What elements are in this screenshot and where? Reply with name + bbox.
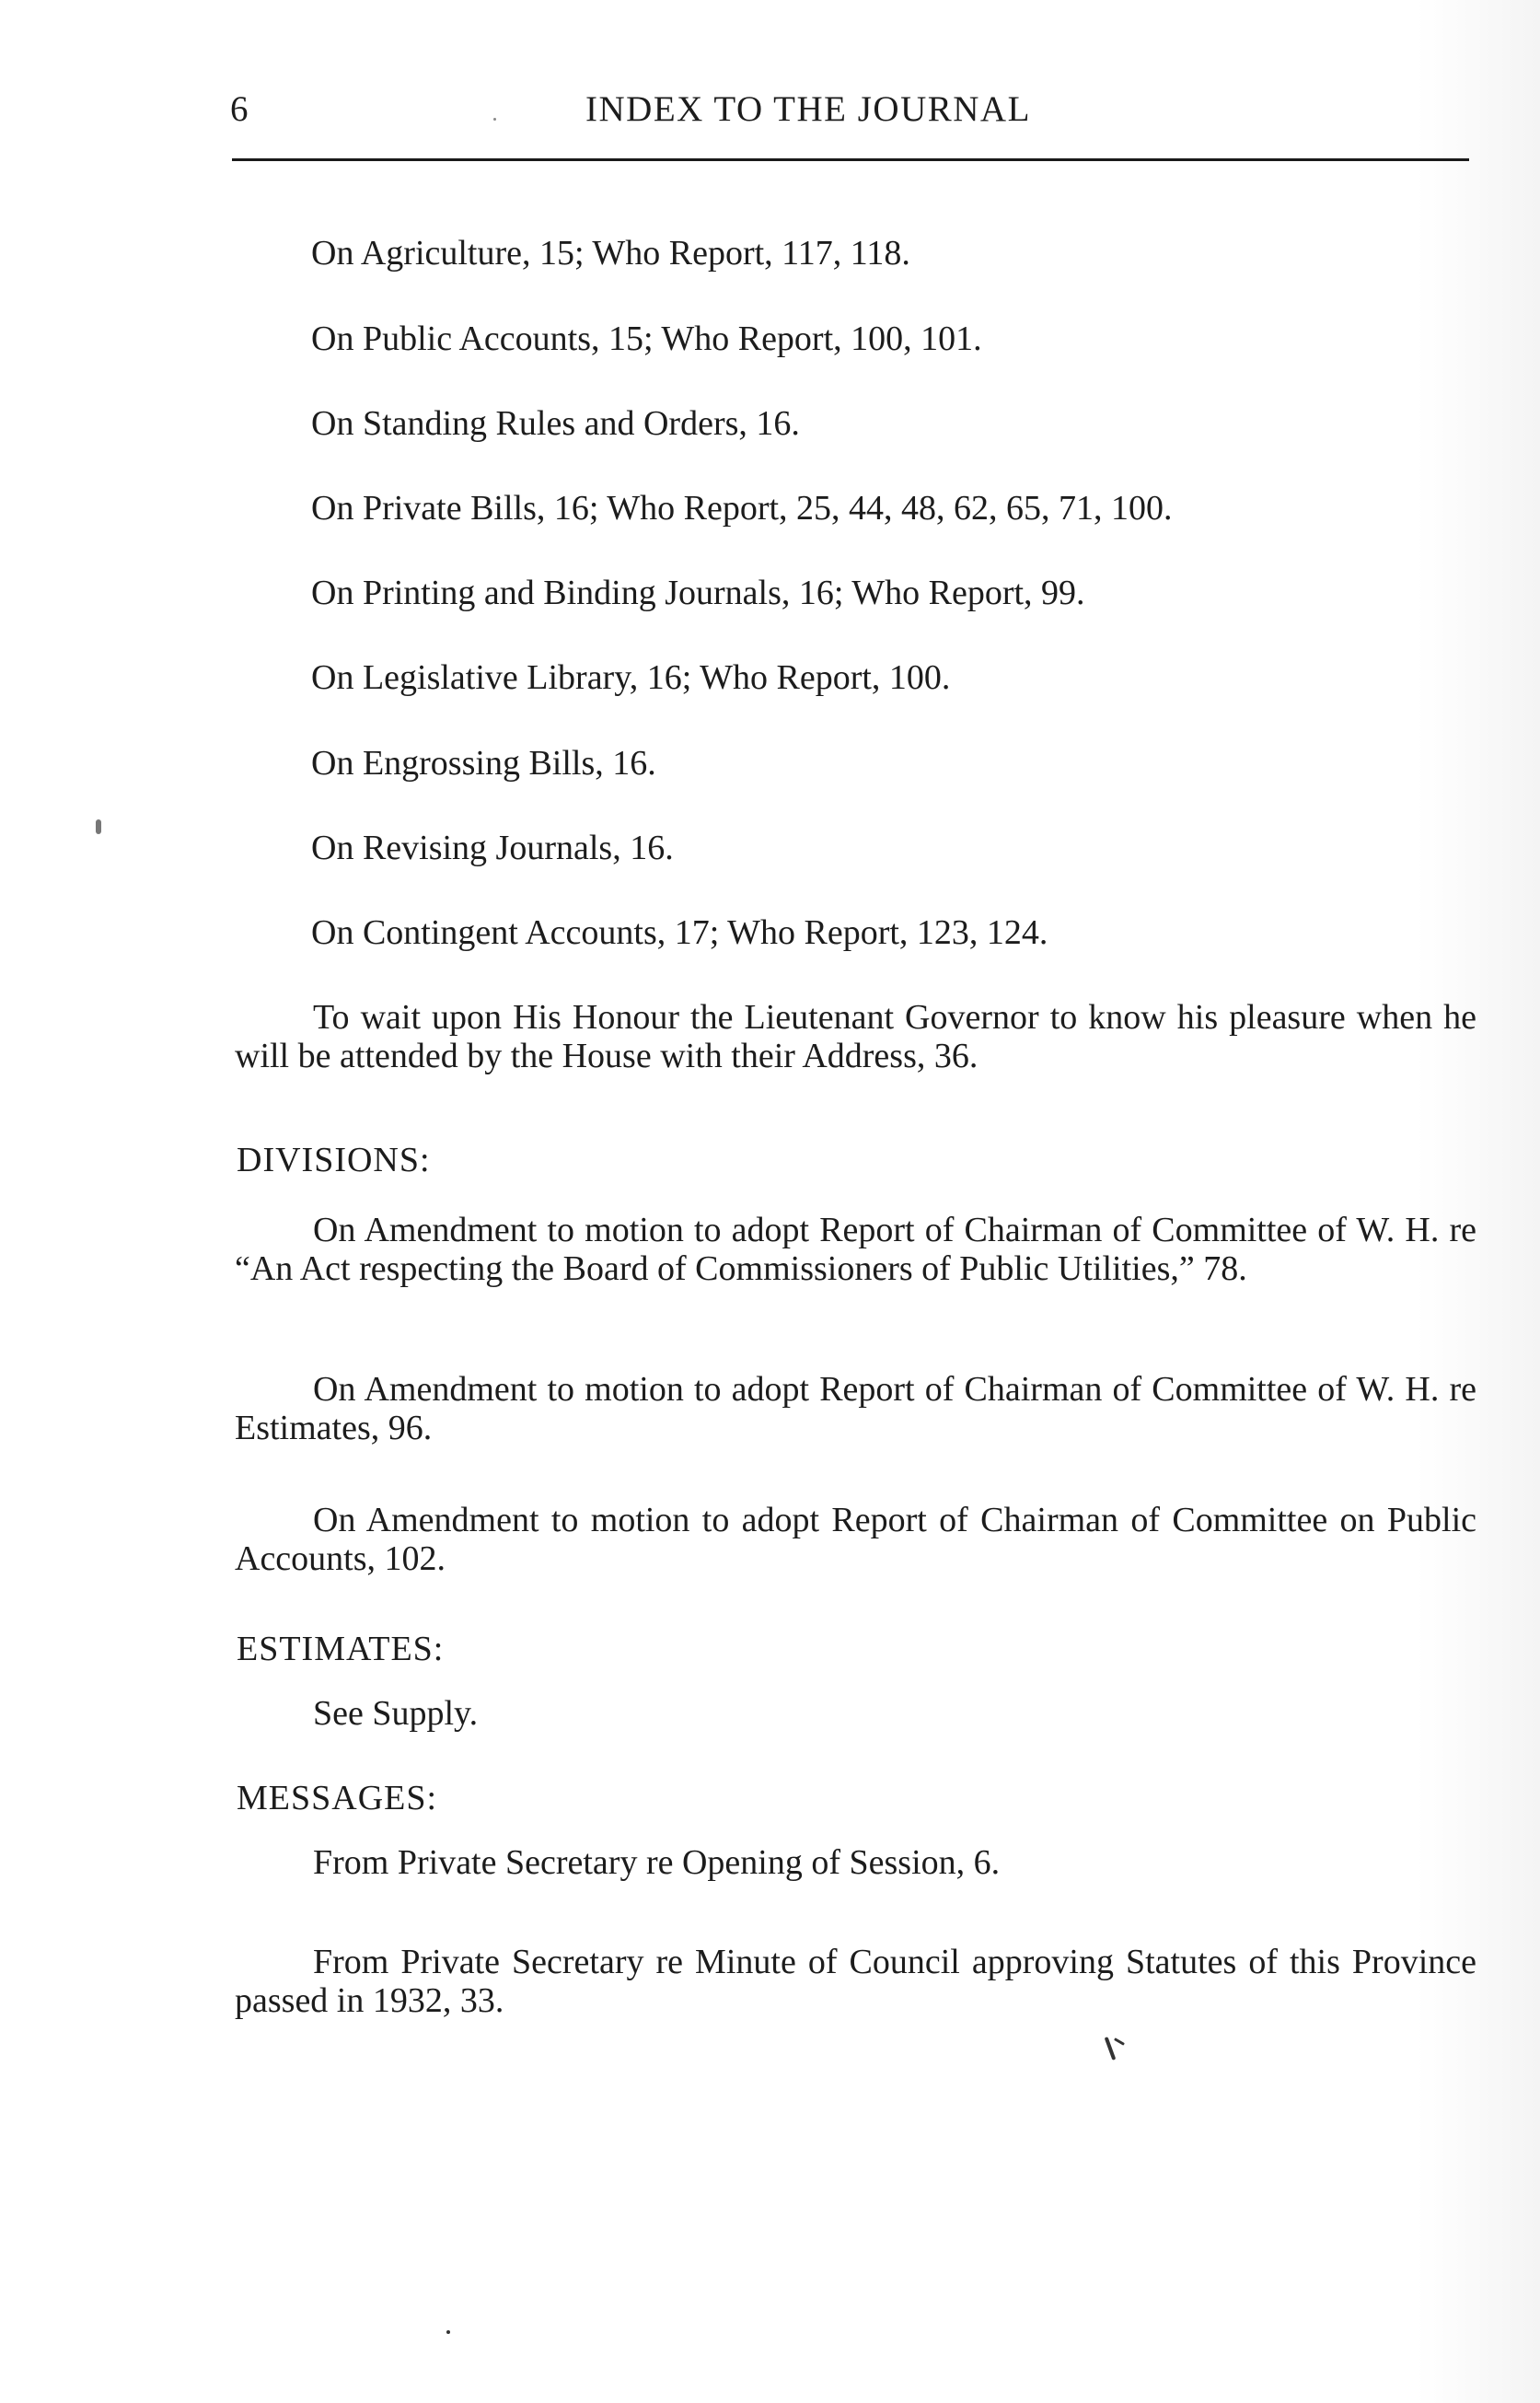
index-entry: On Public Accounts, 15; Who Report, 100, 101.: [311, 319, 982, 358]
page-number: 6: [230, 89, 249, 129]
scan-speck: [493, 118, 496, 121]
index-entry: On Contingent Accounts, 17; Who Report, 123, 124.: [311, 913, 1048, 952]
index-entry: On Legislative Library, 16; Who Report, 100.: [311, 658, 951, 697]
section-heading-estimates: ESTIMATES:: [237, 1630, 445, 1668]
index-entry: On Revising Journals, 16.: [311, 829, 674, 867]
index-entry: On Private Bills, 16; Who Report, 25, 44, 48, 62, 65, 71, 100.: [311, 489, 1173, 528]
index-entry: On Engrossing Bills, 16.: [311, 744, 656, 783]
index-entry: From Private Secretary re Opening of Session, 6.: [313, 1843, 1001, 1882]
section-heading-messages: MESSAGES:: [237, 1779, 438, 1817]
index-entry: On Printing and Binding Journals, 16; Who Report, 99.: [311, 574, 1085, 612]
header-rule: [232, 158, 1469, 161]
scan-speck: [96, 819, 101, 834]
index-entry: On Standing Rules and Orders, 16.: [311, 404, 800, 443]
ink-mark: [1114, 2037, 1125, 2046]
index-entry-paragraph: To wait upon His Honour the Lieutenant Governor to know his pleasure when he will be attended by the House with their Address, 36.: [235, 998, 1476, 1075]
index-entry-paragraph: On Amendment to motion to adopt Report of Chairman of Committee of W. H. re “An Act respecting the Board of Commissioners of Public Utilities,” 78.: [235, 1211, 1476, 1288]
index-entry-paragraph: On Amendment to motion to adopt Report of Chairman of Committee on Public Accounts, 102.: [235, 1501, 1476, 1578]
index-entry: See Supply.: [313, 1694, 479, 1733]
index-entry-paragraph: On Amendment to motion to adopt Report of Chairman of Committee of W. H. re Estimates, 96.: [235, 1370, 1476, 1447]
section-heading-divisions: DIVISIONS:: [237, 1141, 431, 1179]
index-entry-paragraph: From Private Secretary re Minute of Council approving Statutes of this Province passed in 1932, 33.: [235, 1943, 1476, 2020]
scan-speck: [446, 2330, 450, 2334]
index-entry: On Agriculture, 15; Who Report, 117, 118.: [311, 234, 910, 273]
running-head-title: INDEX TO THE JOURNAL: [585, 89, 1031, 129]
page-header: [230, 88, 1469, 144]
